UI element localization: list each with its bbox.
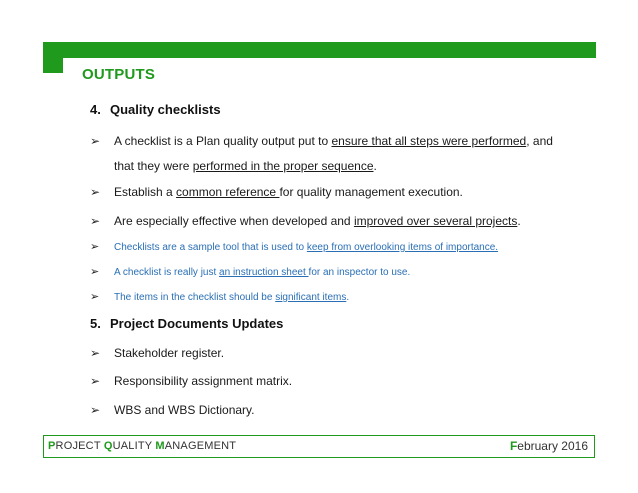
arrow-bullet-icon: ➢ [90,214,101,228]
arrow-bullet-icon: ➢ [90,346,101,360]
bullet-item-6 [90,285,600,310]
arrow-bullet-icon: ➢ [90,185,101,199]
section-number: 5. [90,316,101,331]
section-label: Quality checklists [110,102,221,117]
footer-bar [43,435,595,458]
bullet-item-4 [90,235,600,260]
bullet-text: A checklist is a Plan quality output put to [114,134,332,148]
bullet-text: for an inspector to use. [308,267,411,278]
bullet-item-7 [90,341,600,365]
arrow-bullet-icon: ➢ [90,374,101,388]
bullet-text: Are especially effective when developed and [114,214,354,228]
section-number: 4. [90,102,101,117]
bullet-underlined: performed in the proper sequence [192,159,374,173]
bullet-text: . [373,159,377,173]
header-bar [43,42,596,58]
header-accent [43,42,63,73]
bullet-underlined: an instruction sheet [219,267,309,278]
arrow-bullet-icon: ➢ [90,403,101,417]
footer-date: February 2016 [509,439,588,453]
bullet-item-3 [90,209,600,233]
bullet-item-2 [90,180,600,204]
bullet-text: for quality management execution. [279,185,463,199]
footer-course-title: PROJECT QUALITY MANAGEMENT [48,440,237,452]
slide-title: OUTPUTS [82,66,156,83]
bullet-item-5 [90,260,600,285]
bullet-text: . [346,292,350,303]
bullet-text: A checklist is really just [114,267,220,278]
bullet-text: Stakeholder register. [114,346,225,360]
bullet-text: Responsibility assignment matrix. [114,374,293,388]
bullet-underlined: improved over several projects [353,214,518,228]
bullet-underlined: keep from overlooking items of importance. [306,242,499,253]
section-heading-5 [90,316,283,331]
arrow-bullet-icon: ➢ [90,241,100,253]
section-label: Project Documents Updates [110,316,284,331]
bullet-text: Checklists are a sample tool that is used to [114,242,307,253]
bullet-continuation [114,159,377,173]
bullet-text: that they were [114,159,193,173]
bullet-text: Establish a [114,185,177,199]
arrow-bullet-icon: ➢ [90,291,100,303]
bullet-text: , and [526,134,553,148]
bullet-item-8 [90,369,600,393]
arrow-bullet-icon: ➢ [90,266,100,278]
bullet-underlined: significant items [275,292,347,303]
bullet-underlined: common reference [176,185,280,199]
arrow-bullet-icon: ➢ [90,134,101,148]
bullet-text: . [517,214,521,228]
bullet-text: The items in the checklist should be [114,292,276,303]
bullet-item-9 [90,398,600,422]
bullet-text: WBS and WBS Dictionary. [114,403,255,417]
bullet-underlined: ensure that all steps were performed [331,134,527,148]
bullet-item-1 [90,129,600,153]
section-heading-4 [90,102,221,117]
